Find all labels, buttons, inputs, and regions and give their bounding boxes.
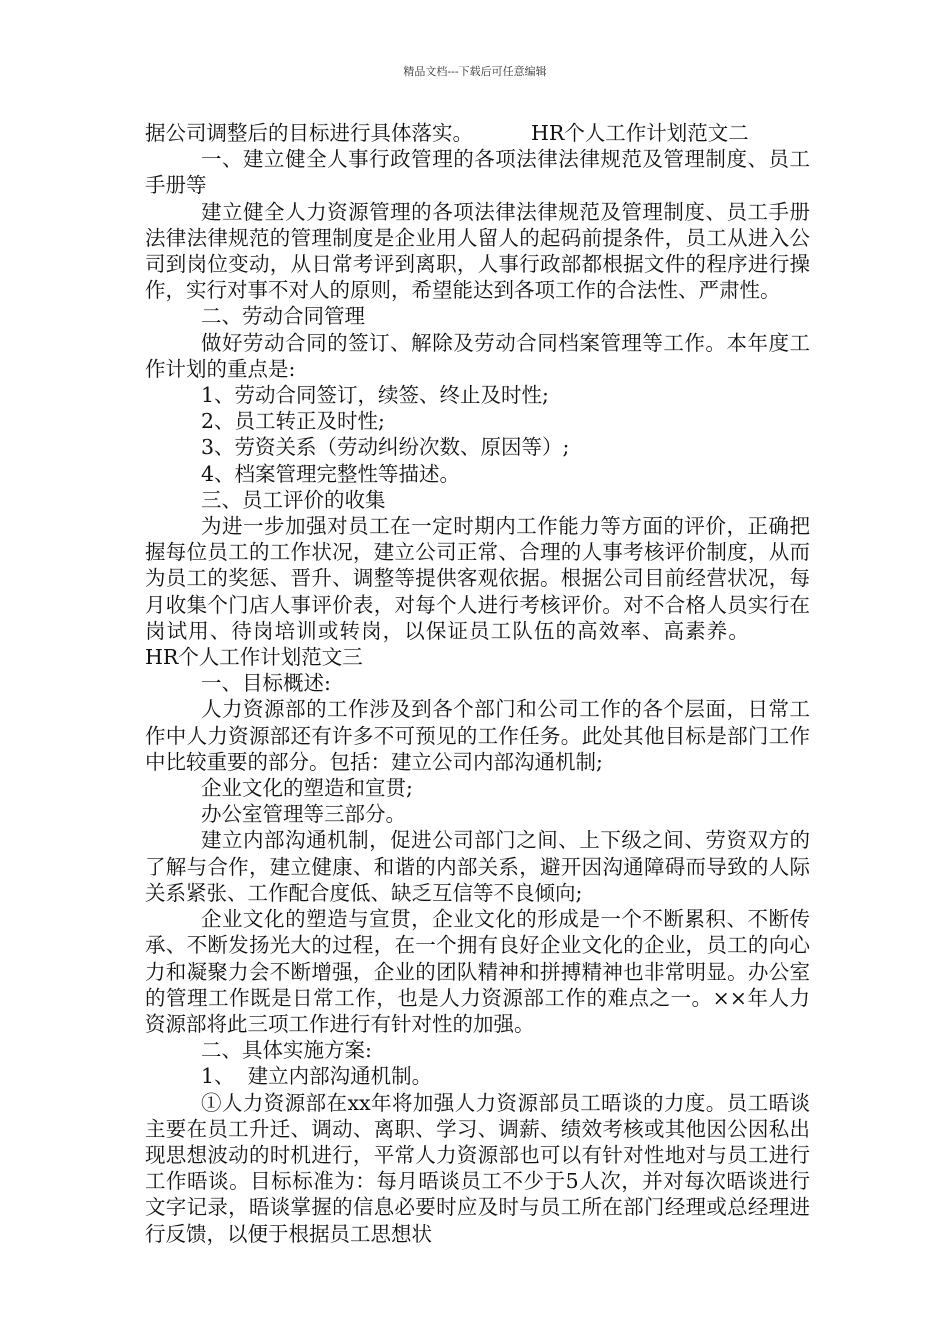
paragraph: 人力资源部的工作涉及到各个部门和公司工作的各个层面，日常工作中人力资源部还有许多不可预见的工作任务。此处其他目标是部门工作中比较重要的部分。包括：建立公司内部沟通机制; (145, 697, 810, 774)
paragraph: 4、档案管理完整性等描述。 (201, 461, 461, 486)
paragraph: 1、劳动合同签订，续签、终止及时性; (201, 383, 549, 408)
page-header: 精品文档---下载后可任意编辑 (403, 65, 547, 78)
section-heading: HR个人工作计划范文二 (531, 121, 749, 145)
paragraph: 建立健全人力资源管理的各项法律法律规范及管理制度、员工手册法律法律规范的管理制度是企业用人留人的起码前提条件，员工从进入公司到岗位变动，从日常考评到离职，人事行政部都根据文件的程序进行操作，实行对事不对人的原则，希望能达到各项工作的合法性、严肃性。 (145, 199, 810, 303)
paragraph: 企业文化的塑造与宣贯，企业文化的形成是一个不断累积、不断传承、不断发扬光大的过程，在一个拥有良好企业文化的企业，员工的向心力和凝聚力会不断增强，企业的团队精神和拼搏精神也非常明显。办公室的管理工作既是日常工作，也是人力资源部工作的难点之一。××年人力资源部将此三项工作进行有针对性的加强。 (145, 907, 810, 1036)
paragraph: 二、具体实施方案: (201, 1038, 372, 1063)
section-heading: HR个人工作计划范文三 (145, 645, 363, 670)
paragraph (145, 120, 810, 146)
paragraph-text: 据公司调整后的目标进行具体落实。 (145, 121, 473, 145)
paragraph: 一、建立健全人事行政管理的各项法律法律规范及管理制度、员工手册等 (145, 147, 810, 198)
paragraph: 1、 建立内部沟通机制。 (201, 1064, 433, 1089)
paragraph: 二、劳动合同管理 (201, 304, 365, 329)
paragraph: 建立内部沟通机制，促进公司部门之间、上下级之间、劳资双方的了解与合作，建立健康、和谐的内部关系，避开因沟通障碍而导致的人际关系紧张、工作配合度低、缺乏互信等不良倾向; (145, 828, 810, 905)
paragraph: 做好劳动合同的签订、解除及劳动合同档案管理等工作。本年度工作计划的重点是: (145, 330, 810, 381)
paragraph: 3、劳资关系（劳动纠纷次数、原因等）; (201, 435, 570, 460)
paragraph: 2、员工转正及时性; (201, 409, 385, 434)
paragraph: 办公室管理等三部分。 (201, 802, 406, 827)
paragraph: 企业文化的塑造和宣贯; (201, 776, 413, 801)
paragraph-text: 为进一步加强对员工在一定时期内工作能力等方面的评价，正确把握每位员工的工作状况，建立公司正常、合理的人事考核评价制度，从而为员工的奖惩、晋升、调整等提供客观依据。根据公司目前经营状况，每月收集个门店人事评价表，对每个人进行考核评价。对不合格人员实行在岗试用、待岗培训或转岗，以保证员工队伍的高效率、高素养。 (145, 514, 810, 643)
paragraph: 一、目标概述: (201, 671, 331, 696)
paragraph (145, 513, 810, 670)
paragraph: ①人力资源部在xx年将加强人力资源部员工晤谈的力度。员工晤谈主要在员工升迁、调动、离职、学习、调薪、绩效考核或其他因公因私出现思想波动的时机进行，平常人力资源部也可以有针对性地对与员工进行工作晤谈。目标标准为：每月晤谈员工不少于5人次，并对每次晤谈进行文字记录，晤谈掌握的信息必要时应及时与员工所在部门经理或总经理进行反馈，以便于根据员工思想状 (145, 1090, 810, 1246)
document-body (145, 120, 810, 1247)
paragraph: 三、员工评价的收集 (201, 487, 386, 512)
